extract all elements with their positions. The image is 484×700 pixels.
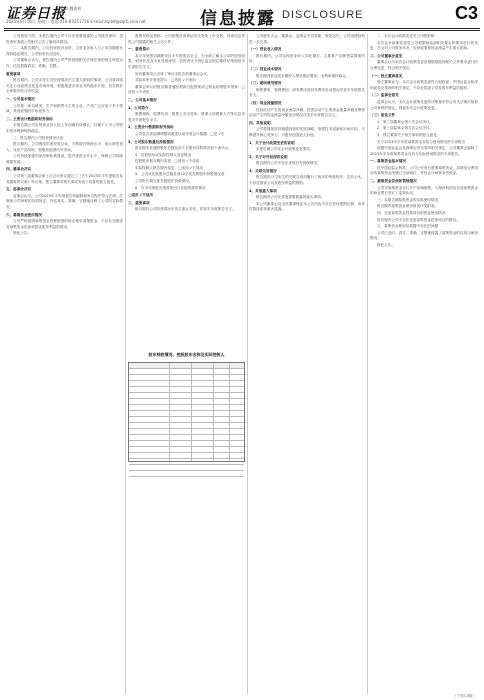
paragraph: 公司严格按照募集资金管理制度的规定使用募集资金，不存在变相改变募集资金用途和损害股东利益的情况。 bbox=[6, 219, 123, 229]
column-divider bbox=[367, 34, 368, 694]
table-title: 股东持股情况、控股股东名称及实际控制人 bbox=[148, 352, 225, 357]
paragraph: 报告期内募集资金使用情况详见附表。 bbox=[377, 204, 439, 209]
paragraph: 5、公司优先股股东总数及前10名优先股股东持股情况表 bbox=[135, 172, 225, 177]
paragraph: 二、本次会计政策变更对公司的影响 bbox=[377, 34, 435, 38]
paragraph: 五、监事会决议 bbox=[6, 187, 32, 192]
paragraph: 本半年度报告摘要来自半年度报告全文，为全面了解本公司的经营成果、财务状况及未来发展规划，投资者应当到证监会指定媒体仔细阅读半年度报告全文。 bbox=[128, 53, 245, 69]
paragraph: 本公司董事会及全体董事保证本公告内容不存在任何虚假记载、误导性陈述或者重大遗漏。 bbox=[249, 201, 365, 212]
masthead bbox=[0, 0, 484, 28]
shareholder-table bbox=[128, 362, 245, 462]
paragraph: 公司将继续坚持稳健经营的发展战略，加强技术创新和市场开拓，不断提升核心竞争力，为股东创造更大价值。 bbox=[249, 127, 365, 137]
table-row bbox=[129, 471, 244, 477]
paragraph: 公司债券方面，本报告期内公司不存在需要披露的公司债券事项，投资者可查阅公司相关公告了解具体情况。 bbox=[6, 34, 123, 44]
masthead-meta: 2023年8月16日 星期三 电话:010-83251716 E-mail:zqrb9@zqrb.sina.net bbox=[6, 19, 146, 24]
paragraph: 非标准审计意见提示：□适用 √不适用 bbox=[135, 78, 196, 83]
page-number: C3 bbox=[454, 3, 478, 23]
paragraph: （四）现金流量情况 bbox=[249, 100, 282, 105]
paragraph: 公司是否需追溯调整或重述以前年度会计数据：□是 √否 bbox=[135, 131, 225, 136]
paragraph: 一、重要提示 bbox=[128, 47, 150, 52]
paragraph: 公司股东大会、董事会、监事会各司其职，规范运作，公司治理结构进一步完善。 bbox=[249, 34, 365, 44]
paragraph: 实际控制人报告期内变更：□适用 √不适用 bbox=[135, 165, 203, 170]
paragraph: （三）备查文件 bbox=[370, 113, 396, 118]
column-divider bbox=[125, 34, 126, 694]
paragraph: 报告期内，公司围绕年度经营目标，不断提升管理水平，加大研发投入，优化产品结构，积极拓展国内外市场。 bbox=[6, 142, 123, 152]
paragraph: 公司报告期无优先股股东持股情况。 bbox=[135, 179, 193, 184]
paragraph: 经中国证监会核准，公司公开发行股票募集资金，扣除发行费用后的募集资金净额已全部到位，并经会计师事务所验证。 bbox=[370, 165, 478, 176]
paragraph: 报告期内公司发生的关联交易均履行了相应的审批程序，定价公允，不存在损害公司及股东利益的情形。 bbox=[249, 175, 365, 186]
paragraph: 3、独立董事关于相关事项的独立意见。 bbox=[377, 132, 441, 137]
continued-note: （下转C4版） bbox=[453, 694, 476, 698]
paragraph: （二）监事会意见 bbox=[370, 93, 399, 98]
paragraph: 重要事项 bbox=[6, 71, 21, 76]
paragraph: 2、关于对外担保的说明 bbox=[249, 154, 288, 159]
paragraph: 3、关联交易情况 bbox=[249, 168, 277, 173]
paragraph: 2、第三届监事会第九次会议决议； bbox=[377, 126, 434, 131]
paragraph: 三、本报告期募集资金的实际使用情况 bbox=[377, 197, 439, 202]
paragraph: 三、公司董事会意见 bbox=[370, 53, 403, 58]
paragraph: 股票简称、股票代码、股票上市交易所、联系人和联系方式等信息详见半年度报告全文。 bbox=[128, 112, 245, 122]
paragraph: 四、其他说明 bbox=[249, 120, 271, 125]
paragraph: 四、董事会决议 bbox=[6, 167, 32, 172]
paragraph: 股票代码及简称：公司股票在深圳证券交易所上市交易，具体信息详见公司披露的相关公告文件。 bbox=[128, 34, 245, 44]
paragraph: 监事会认为，公司2023年半年度报告的编制和审议程序符合法律、法规和公司章程的各项规定，内容真实、准确、完整地反映了公司的实际情况。 bbox=[6, 193, 123, 210]
column-divider bbox=[247, 34, 248, 694]
paragraph: 经营活动产生的现金流量净额、投资活动产生的现金流量净额及筹资活动产生的现金流量净额变动情况详见半年度报告全文。 bbox=[249, 107, 365, 118]
paragraph: 二、募集资金存放和管理情况 bbox=[370, 179, 417, 184]
paragraph: 公司持续加强内部控制体系建设，提升规范运作水平，保障公司持续健康发展。 bbox=[6, 154, 123, 164]
paragraph: 报告期末普通股股东总数及前十名股东持股情况如下表所示。 bbox=[135, 146, 233, 151]
article-column-1 bbox=[6, 34, 123, 694]
paragraph: 3、公司股东数量及持股情况 bbox=[128, 139, 174, 144]
article-column-2 bbox=[128, 34, 245, 350]
paragraph: 关于2023年半年度募集资金存放与使用情况的专项报告 bbox=[377, 139, 466, 144]
header-rule-thin bbox=[4, 30, 480, 31]
paragraph: 特此公告。 bbox=[13, 231, 31, 236]
paragraph: 本报告期公司无会计政策变更事项。 bbox=[256, 147, 314, 152]
paragraph: □适用 √不适用 bbox=[128, 193, 154, 198]
paragraph: 公司对募集资金实行专户存储制度，与保荐机构及存放募集资金的商业银行签订了监管协议。 bbox=[370, 185, 478, 196]
paragraph: 三、重要事项 bbox=[128, 200, 150, 205]
header-rule bbox=[4, 28, 480, 29]
paragraph: 1、关于会计政策变更的说明 bbox=[249, 140, 295, 145]
paragraph: 二、本报告期内，公司经营情况良好，主营业务收入与上年同期相比保持稳定增长，公司财务状况良好。 bbox=[6, 46, 123, 56]
paragraph: （一）独立董事意见 bbox=[370, 73, 403, 78]
paragraph: 五、募集资金使用及披露中存在的问题 bbox=[377, 224, 439, 229]
paragraph: 公司董事会认为，报告期内公司严格按照相关法律法规的规定规范运作，信息披露真实、准确、完整。 bbox=[6, 58, 123, 68]
paragraph: 1、第三届董事会第十次会议决议； bbox=[377, 119, 434, 124]
paragraph: 报告期内公司不存在变更募集资金投资项目的情况。 bbox=[377, 217, 460, 222]
paragraph: 六、募集资金使用情况 bbox=[6, 212, 42, 217]
article-column-4 bbox=[370, 34, 478, 694]
paragraph: 董事会审议的报告期普通股利润分配预案或公积金转增股本预案：□适用 √不适用 bbox=[128, 84, 245, 95]
paragraph: 公司是一家以研发、生产和销售为主的企业，产品广泛应用于多个领域，具有较强的市场竞争力。 bbox=[6, 103, 123, 114]
paragraph: 4、控股股东或实际控制人变更情况 bbox=[135, 152, 192, 157]
section-title: 信息披露 bbox=[200, 9, 276, 29]
editor-info: 编辑 魏嘉荷 bbox=[60, 6, 82, 11]
paragraph: 一、募集资金基本情况 bbox=[370, 159, 406, 164]
paragraph: 报告期内公司无其他需要披露的重大事项。 bbox=[256, 195, 325, 200]
paragraph: 四、变更募集资金投资项目的资金使用情况 bbox=[377, 211, 446, 216]
paragraph: （二）营业成本情况 bbox=[249, 66, 282, 71]
paragraph: 公司已及时、真实、准确、完整地披露了募集资金的存放与使用情况。 bbox=[370, 230, 478, 241]
paragraph: 报告期内公司经营情况未发生重大变化，详见半年度报告全文。 bbox=[135, 207, 236, 212]
paragraph: 报告期内公司不存在违规对外担保情况。 bbox=[256, 161, 321, 166]
paragraph: 三、报告期内公司经营情况讨论 bbox=[13, 135, 64, 140]
paragraph: 独立董事认为，本次会计政策变更符合财政部、中国证监会和深圳证券交易所的相关规定，不存在损害公司及股东利益的情形。 bbox=[370, 80, 478, 90]
paragraph: 根据中国证监会及深圳证券交易所相关规定，公司董事会编制了2023年半年度募集资金存放与实际使用情况的专项报告。 bbox=[370, 146, 478, 156]
paragraph: 二、公司基本情况 bbox=[128, 97, 157, 102]
paragraph: 一、公司基本情况 bbox=[6, 96, 35, 101]
paragraph: 董事会认为本次会计政策变更是根据财政部相关文件要求进行的合理变更，符合相关规定。 bbox=[370, 60, 478, 70]
paragraph: 控股股东报告期内变更：□适用 √不适用 bbox=[135, 159, 200, 164]
section-title-english: DISCLOSURE bbox=[282, 9, 364, 21]
paragraph: 二、主要会计数据和财务指标 bbox=[6, 116, 53, 121]
paragraph: 2、主要会计数据和财务指标 bbox=[128, 125, 174, 130]
paragraph: 4、其他重大事项 bbox=[249, 188, 277, 193]
paragraph: 报告期内营业成本随收入增长相应增加，毛利率保持稳定。 bbox=[256, 73, 350, 78]
paragraph: 本报告期公司实现营业收入较上年同期有所增长，归属于上市公司股东的净利润保持稳定。 bbox=[6, 123, 123, 133]
article-column-3 bbox=[249, 34, 365, 694]
newspaper-logo: 证券日报 bbox=[6, 6, 66, 22]
paragraph: 公司第三届董事会第十次会议审议通过了《关于2023年半年度报告及其摘要的议案》等议案，独立董事对相关事项发表了同意的独立意见。 bbox=[6, 174, 123, 184]
paragraph: 特此公告。 bbox=[377, 243, 395, 247]
paragraph: （三）期间费用情况 bbox=[249, 81, 282, 86]
paragraph: 报告期内，公司未发生对经营情况产生重大影响的事项，公司将持续关注行业政策变化及市场环境，积极推进各项业务的稳步开展，切实维护全体股东的合法权益。 bbox=[6, 78, 123, 94]
paragraph: 监事会认为，本次会计政策变更的决策程序符合有关法律法规和公司章程的规定，同意本次会计政策变更。 bbox=[370, 99, 478, 110]
paragraph: 所有董事均已出席了审议本报告的董事会会议。 bbox=[135, 71, 211, 76]
paragraph: 销售费用、管理费用、研发费用及财务费用变动情况详见半年度报告全文。 bbox=[249, 87, 365, 98]
paragraph: 报告期内，公司实现营业收入同比增长，主要系产品销售量增加所致。 bbox=[249, 53, 365, 64]
paragraph: （一）营业收入情况 bbox=[249, 47, 282, 52]
paragraph: 6、在半年度报告批准报出日存续的债券情况 bbox=[135, 185, 206, 190]
paragraph: 本次会计政策变更是公司根据财政部相关规定和要求进行的变更，不会对公司财务状况、经营成果和现金流量产生重大影响。 bbox=[370, 40, 478, 51]
paragraph: 1、公司简介 bbox=[128, 105, 149, 110]
